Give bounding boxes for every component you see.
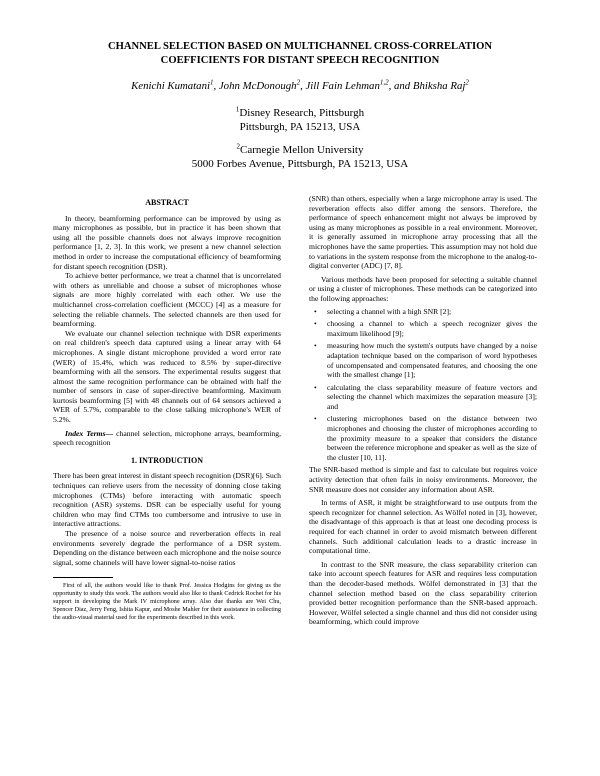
list-item: • calculating the class separability measure of feature vectors and selecting the channel which maximizes the separation measure [3]; and (314, 382, 537, 411)
bullet-icon: • (314, 341, 317, 351)
title-line-2: COEFFICIENTS FOR DISTANT SPEECH RECOGNITION (160, 55, 440, 66)
body-paragraph: (SNR) than others, especially when a large microphone array is used. The reverberation effects also differ among the sensors. Therefore, the performance of speech enhancement might not always be improved by using as many microphones as possible in a real environment. Moreover, it is generally assumed in microphone array processing that all the microphones have the same properties. This assumption may not hold due to variations in the system response from the microphone to the analog-to-digital converter (ADC) [7, 8]. (309, 194, 537, 271)
left-column (53, 198, 281, 622)
list-item: • clustering microphones based on the distance between two microphones and choosing the cluster of microphones according to the proximity measure to a speaker that considers the distance between the reference microphone and speaker as well as the size of the cluster [10, 11]. (314, 414, 537, 462)
body-paragraph: Various methods have been proposed for selecting a suitable channel or using a cluster of microphones. These methods can be categorized into the following approaches: (309, 274, 537, 303)
intro-paragraph: The presence of a noise source and reverberation effects in real environments severely degrade the performance of a DSR system. Depending on the distance between each microphone and the noise source signal, some channels will have lower signal-to-noise ratios (53, 529, 281, 567)
author: Kenichi Kumatani$^1$, (131, 78, 219, 92)
bullet-icon: • (314, 306, 317, 316)
approach-list (309, 307, 537, 463)
list-item: • choosing a channel to which a speech recognizer gives the maximum likelihood [9]; (314, 319, 537, 338)
author: Bhiksha Raj$^2$ (412, 78, 469, 92)
abstract-paragraph: To achieve better performance, we treat a channel that is uncorrelated with others as unreliable and choose a subset of microphones whose signals are more highly correlated with each other. We use the multichannel cross-correlation coefficient (MCCC) [4] as a measure for selecting the reliable channels. The selected channels are then used for beamforming. (53, 271, 281, 329)
paper-title (60, 40, 540, 68)
introduction-heading: 1. INTRODUCTION (130, 455, 203, 465)
intro-paragraph: There has been great interest in distant speech recognition (DSR)[6]. Such techniques can relieve users from the necessity of donning close taking microphones (CTMs) before interacting with automatic speech recognition (ASR) systems. DSR can be especially useful for young children who may find CTMs too cumbersome and intrusive to use in interactive attractions. (53, 471, 281, 529)
list-item: • selecting a channel with a high SNR [2]; (314, 306, 452, 316)
body-paragraph: The SNR-based method is simple and fast to calculate but requires voice activity detection that often fails in noisy environments. Moreover, the SNR measure does not consider any information about ASR. (309, 465, 537, 494)
footnote-rule (53, 577, 113, 578)
author: Jill Fain Lehman$^{1,2}$, and (305, 78, 413, 92)
bullet-icon: • (314, 319, 317, 329)
abstract-paragraph: We evaluate our channel selection technique with DSR experiments on real children's speech data captured using a linear array with 64 microphones. A single distant microphone provided a word error rate (WER) of 15.4%, which was reduced to 8.5% by super-directive beamforming with all the sensors. The experimental results suggest that almost the same recognition performance can be obtained with half the number of sensors in case of super-directive beamforming. Maximum kurtosis beamforming [5] with 48 channels out of 64 sensors achieved a WER of 5.7%, comparable to the close talking microphone's WER of 5.2%. (53, 328, 281, 425)
body-paragraph: In terms of ASR, it might be straightforward to use outputs from the speech recognizer for channel selection. As Wölfel noted in [3], however, the disadvantage of this approach is that at least one decoding process is required for each channel in order to avoid mismatch between different channels. Such additional calculation leads to a drastic increase in computational time. (309, 498, 537, 556)
bullet-icon: • (314, 382, 317, 392)
list-item: • measuring how much the system's outputs have changed by a noise adaptation technique based on the comparison of word hypotheses of uncompensated and compensated features, and choosing the one with the smallest change [1]; (314, 341, 537, 380)
author-list (40, 79, 560, 93)
abstract-heading: ABSTRACT (145, 198, 189, 207)
body-paragraph: In contrast to the SNR measure, the class separability criterion can take into account speech features for ASR and requires less computation than the decoder-based methods. Wölfel demonstrated in [3] that the channel selection method based on the class separability criterion provided better recognition performance than the SNR-based approach. However, Wölfel selected a single channel and thus did not consider using beamforming, which could improve (309, 559, 537, 627)
author: John McDonough$^2$, (218, 78, 306, 92)
footnote: First of all, the authors would like to thank Prof. Jessica Hodgins for giving us the opportunity to study this work. The authors would also like to thank Cedrick Rochet for his support in developing the Mark IV microphone array. Also due thanks are Wei Chu, Spencer Diaz, Jerry Feng, Ishita Kapur, and Moshe Mahler for their assistance in collecting the audio-visual material used for the experiments described in this work. (53, 582, 281, 622)
affiliation-1: $^1$Disney Research, Pittsburgh Pittsburgh, PA 15213, USA (235, 105, 365, 133)
affiliation-2: $^2$Carnegie Mellon University 5000 Forbes Avenue, Pittsburgh, PA 15213, USA (191, 142, 409, 170)
abstract-paragraph: In theory, beamforming performance can be improved by using as many microphones as possible, but in practice it has been shown that using all the possible channels does not always improve recognition performance [1, 2, 3]. In this work, we present a new channel selection method in order to increase the computational efficiency of beamforming for distant speech recognition (DSR). (53, 213, 281, 271)
right-column (309, 194, 537, 627)
bullet-icon: • (314, 414, 317, 424)
index-terms: Index Terms— channel selection, microphone arrays, beamforming, speech recognition (53, 428, 281, 448)
title-line-1: CHANNEL SELECTION BASED ON MULTICHANNEL CROSS-CORRELATION (107, 41, 493, 52)
